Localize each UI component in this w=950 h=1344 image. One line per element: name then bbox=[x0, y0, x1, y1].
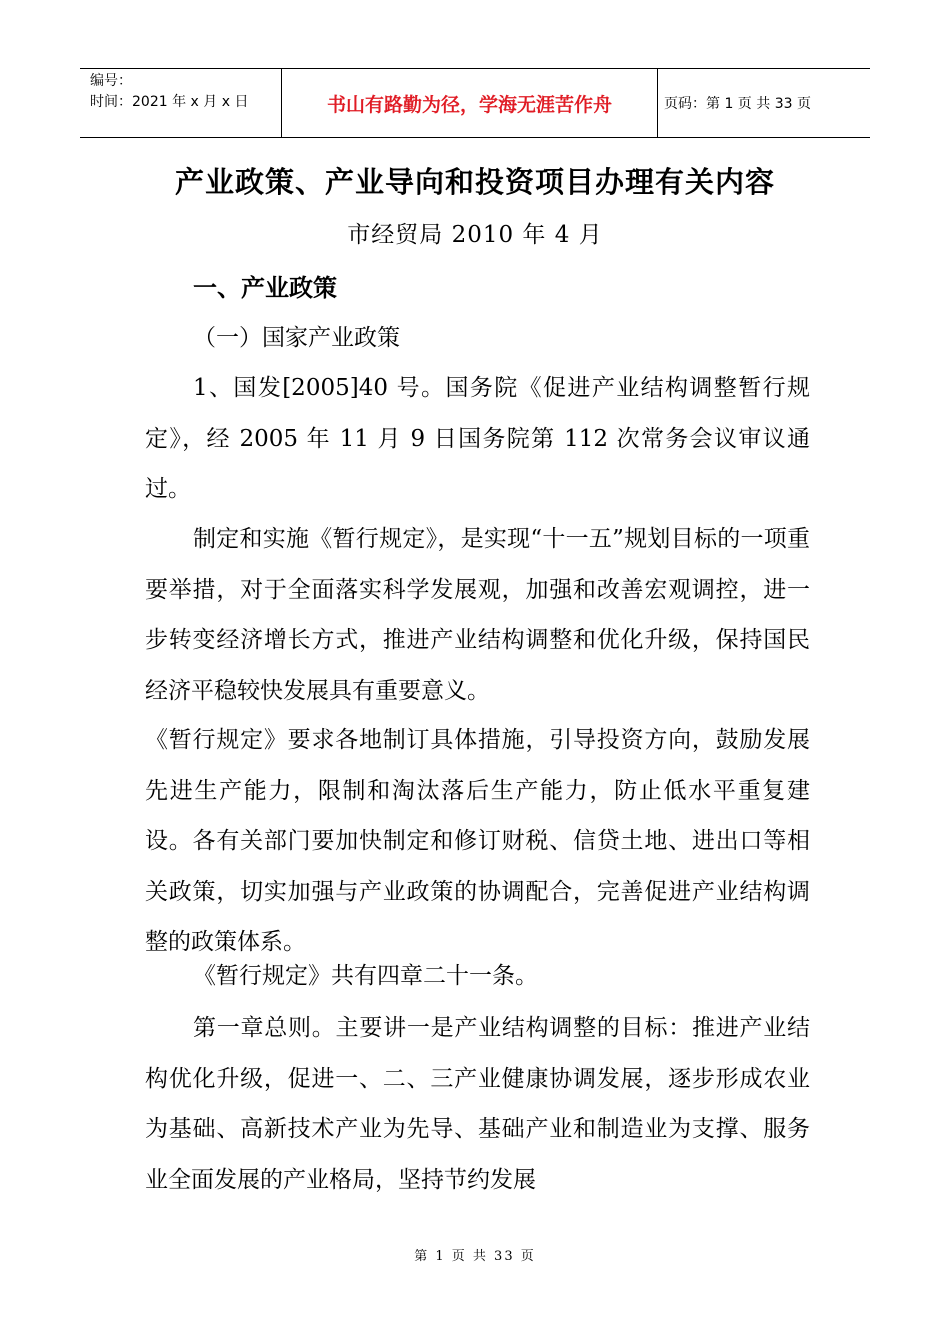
document-subtitle: 市经贸局 2010 年 4 月 bbox=[347, 222, 603, 248]
paragraph-3: 《暂行规定》要求各地制订具体措施，引导投资方向，鼓励发展先进生产能力，限制和淘汰落后生产能力，防止低水平重复建设。各有关部门要加快制定和修订财税、信贷土地、进出口等相关政策，切实加强与产业政策的协调配合，完善促进产业结构调整的政策体系。 bbox=[145, 727, 810, 955]
header-page-info: 页码：第 1 页 共 33 页 bbox=[664, 96, 811, 112]
page-header bbox=[80, 68, 870, 138]
header-meta bbox=[80, 69, 282, 137]
section-heading: 一、产业政策 bbox=[193, 274, 337, 302]
paragraph-4: 《暂行规定》共有四章二十一条。 bbox=[193, 963, 538, 989]
paragraph-5: 第一章总则。主要讲一是产业结构调整的目标：推进产业结构优化升级，促进一、二、三产业健康协调发展，逐步形成农业为基础、高新技术产业为先导、基础产业和制造业为支撑、服务业全面发展的产业格局，坚持节约发展 bbox=[145, 1015, 810, 1193]
page-footer: 第 1 页 共 33 页 bbox=[414, 1249, 536, 1264]
header-motto: 书山有路勤为径，学海无涯苦作舟 bbox=[282, 69, 658, 137]
paragraph-1: 1、国发[2005]40 号。国务院《促进产业结构调整暂行规定》，经 2005 年 11 月 9 日国务院第 112 次常务会议审议通过。 bbox=[145, 375, 810, 502]
date-label: 时间：2021 年 x 月 x 日 bbox=[90, 94, 249, 110]
serial-number-label: 编号： bbox=[90, 73, 132, 89]
paragraph-2: 制定和实施《暂行规定》，是实现“十一五”规划目标的一项重要举措，对于全面落实科学发展观，加强和改善宏观调控，进一步转变经济增长方式，推进产业结构调整和优化升级，保持国民经济平稳较快发展具有重要意义。 bbox=[145, 526, 810, 704]
subsection-heading: （一）国家产业政策 bbox=[193, 325, 400, 351]
document-title: 产业政策、产业导向和投资项目办理有关内容 bbox=[174, 165, 775, 199]
